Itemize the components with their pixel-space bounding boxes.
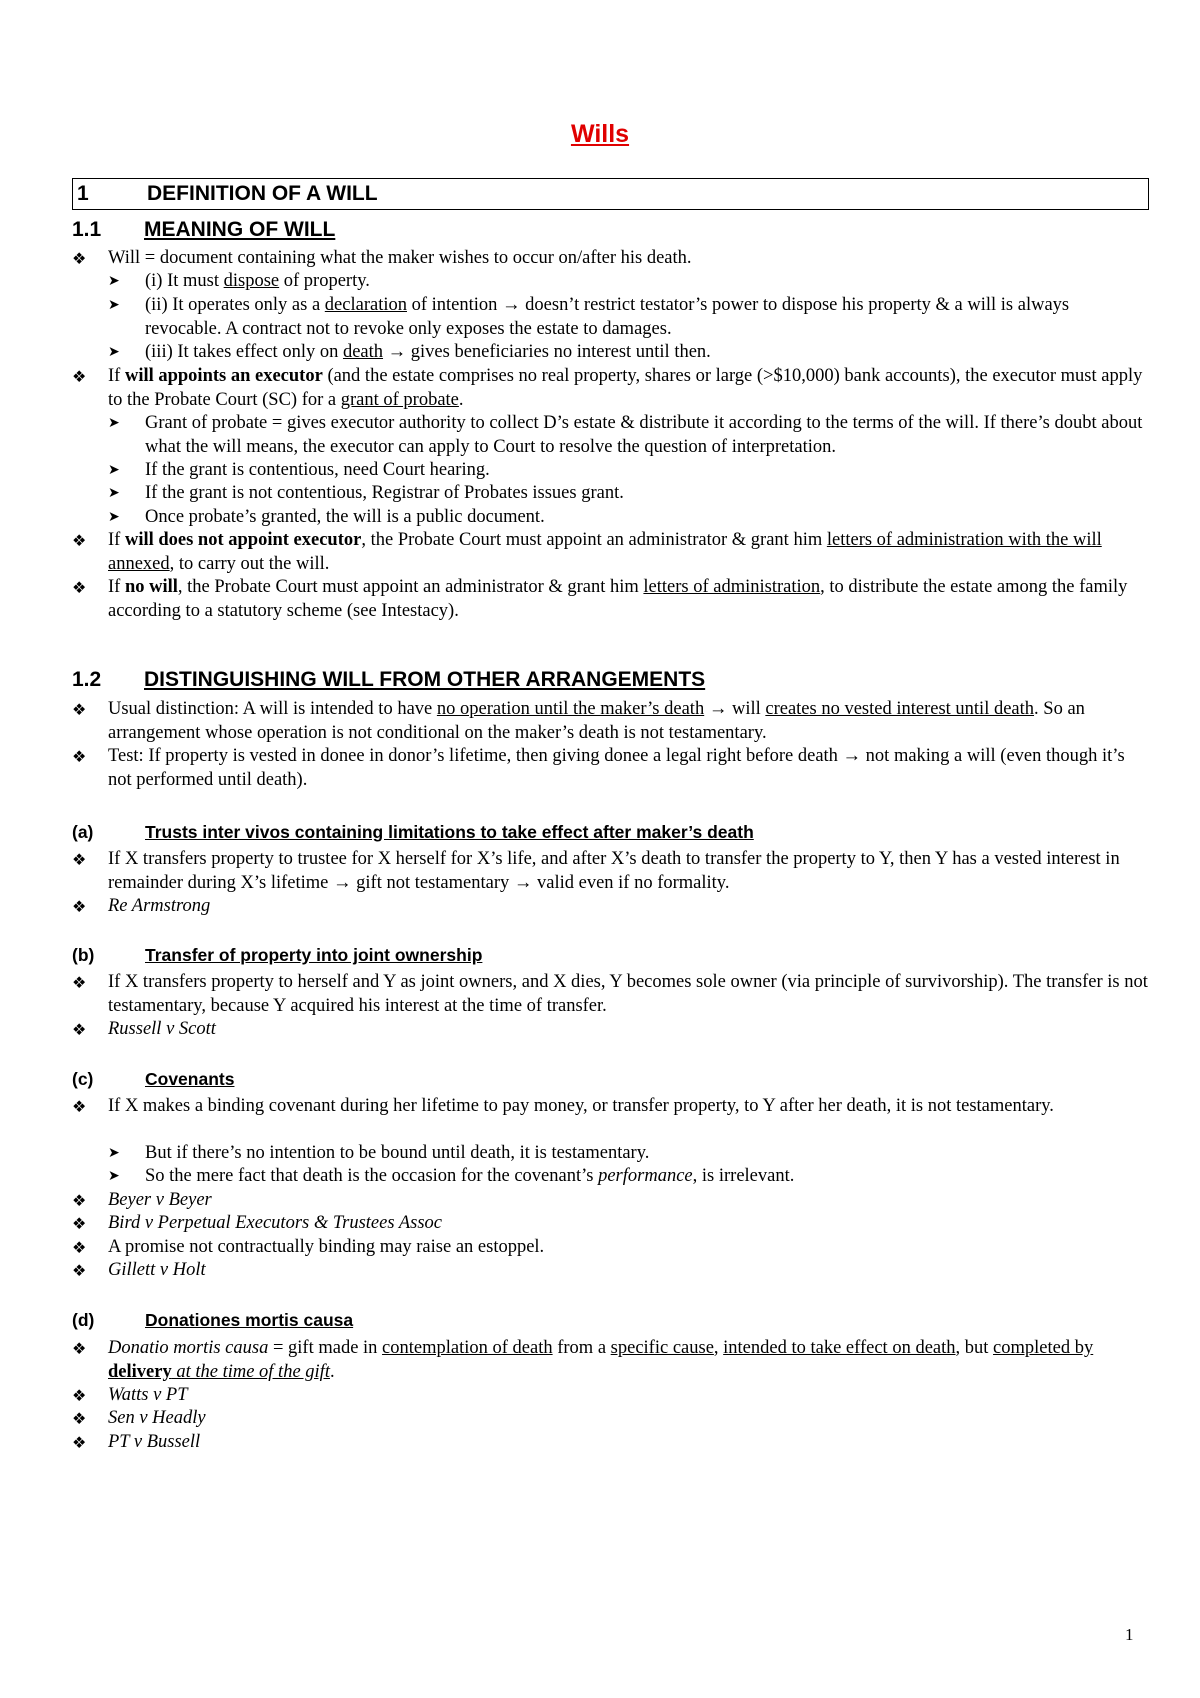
list-item: ❖ Donatio mortis causa = gift made in contemplation of death from a specific cause, intended to take effect on death, but completed by delivery at the time of the gift. (72, 1338, 1094, 1382)
diamond-bullet-icon: ❖ (72, 1433, 87, 1452)
diamond-bullet-icon: ❖ (72, 578, 87, 597)
sub-list-item: ➤ If the grant is not contentious, Registrar of Probates issues grant. (108, 482, 1150, 506)
subsection-1-1-heading: 1.1 MEANING OF WILL (72, 218, 336, 241)
arrow-bullet-icon: ➤ (108, 1145, 120, 1161)
arrow-bullet-icon: ➤ (108, 297, 120, 313)
case-reference: ❖ Beyer v Beyer (72, 1189, 1150, 1213)
case-reference: ❖ Re Armstrong (72, 895, 1150, 919)
diamond-bullet-icon: ❖ (72, 973, 87, 992)
sub-list-item: ➤ If the grant is contentious, need Court hearing. (108, 459, 1150, 483)
diamond-bullet-icon: ❖ (72, 367, 87, 386)
diamond-bullet-icon: ❖ (72, 1020, 87, 1039)
diamond-bullet-icon: ❖ (72, 700, 87, 719)
diamond-bullet-icon: ❖ (72, 1409, 87, 1428)
case-reference: ❖ Russell v Scott (72, 1018, 1150, 1042)
arrow-bullet-icon: ➤ (108, 509, 120, 525)
page-number: 1 (1125, 1625, 1134, 1644)
section-1-heading (72, 178, 1149, 210)
list-item: ❖ If will does not appoint executor, the Probate Court must appoint an administrator & grant him letters of administration with the will annexed, to carry out the will. (72, 530, 1102, 574)
arrow-bullet-icon: ➤ (108, 415, 120, 431)
case-reference: ❖ Sen v Headly (72, 1407, 1150, 1431)
diamond-bullet-icon: ❖ (72, 850, 87, 869)
section-title: DEFINITION OF A WILL (147, 182, 378, 205)
diamond-bullet-icon: ❖ (72, 1339, 87, 1358)
list-item: ❖ A promise not contractually binding may raise an estoppel. (72, 1236, 1150, 1260)
sub-list-item: ➤ So the mere fact that death is the occasion for the covenant’s performance, is irrelevant. (108, 1165, 1150, 1189)
arrow-bullet-icon: ➤ (108, 462, 120, 478)
list-item: ❖ Test: If property is vested in donee in donor’s lifetime, then giving donee a legal right before death → not making a will (even though it’s not performed until death). (72, 746, 1125, 790)
list-item: ❖ If will appoints an executor (and the estate comprises no real property, shares or large (>$10,000) bank accounts), the executor must apply to the Probate Court (SC) for a grant of probate. (72, 366, 1143, 410)
sub-list-item: ➤ But if there’s no intention to be bound until death, it is testamentary. (108, 1142, 1150, 1166)
diamond-bullet-icon: ❖ (72, 747, 87, 766)
case-reference: ❖ Bird v Perpetual Executors & Trustees Assoc (72, 1212, 1150, 1236)
case-reference: ❖ PT v Bussell (72, 1431, 1150, 1455)
list-item: ❖ If X transfers property to herself and Y as joint owners, and X dies, Y becomes sole owner (via principle of survivorship). The transfer is not testamentary, because Y acquired his interest at the time of transfer. (72, 972, 1148, 1016)
diamond-bullet-icon: ❖ (72, 1214, 87, 1233)
section-number: 1 (77, 182, 89, 205)
diamond-bullet-icon: ❖ (72, 897, 87, 916)
list-item: ❖ If X transfers property to trustee for X herself for X’s life, and after X’s death to transfer the property to Y, then Y has a vested interest in remainder during X’s lifetime → gift not testamentary → valid even if no formality. (72, 849, 1120, 893)
subheading-b: (b) Transfer of property into joint ownership (72, 945, 483, 965)
arrow-bullet-icon: ➤ (108, 1168, 120, 1184)
sub-list-item: ➤ (ii) It operates only as a declaration of intention → doesn’t restrict testator’s power to dispose his property & a will is always revocable. A contract not to revoke only exposes the estate to damages. (108, 295, 1070, 339)
arrow-bullet-icon: ➤ (108, 485, 120, 501)
sub-list-item: ➤ Once probate’s granted, the will is a public document. (108, 506, 1150, 530)
case-reference: ❖ Gillett v Holt (72, 1259, 1150, 1283)
subheading-a: (a) Trusts inter vivos containing limitations to take effect after maker’s death (72, 822, 754, 842)
case-reference: ❖ Watts v PT (72, 1384, 1150, 1408)
subheading-d: (d) Donationes mortis causa (72, 1310, 354, 1330)
document-title: Wills (570, 120, 630, 148)
arrow-bullet-icon: ➤ (108, 273, 120, 289)
list-item: ❖ If X makes a binding covenant during her lifetime to pay money, or transfer property, to Y after her death, it is not testamentary. (72, 1095, 1150, 1119)
diamond-bullet-icon: ❖ (72, 1097, 87, 1116)
sub-list-item: ➤ Grant of probate = gives executor authority to collect D’s estate & distribute it according to the terms of the will. If there’s doubt about what the will means, the executor can apply to Court to resolve the question of interpretation. (108, 413, 1143, 457)
diamond-bullet-icon: ❖ (72, 531, 87, 550)
diamond-bullet-icon: ❖ (72, 249, 87, 268)
sub-list-item: ➤ (iii) It takes effect only on death → gives beneficiaries no interest until then. (108, 341, 1150, 365)
subsection-1-2-heading: 1.2 DISTINGUISHING WILL FROM OTHER ARRANGEMENTS (72, 668, 706, 691)
sub-list-item: ➤ (i) It must dispose of property. (108, 270, 1150, 294)
diamond-bullet-icon: ❖ (72, 1386, 87, 1405)
diamond-bullet-icon: ❖ (72, 1191, 87, 1210)
list-item: ❖ Usual distinction: A will is intended to have no operation until the maker’s death → will creates no vested interest until death. So an arrangement whose operation is not conditional on the maker’s death is not testamentary. (72, 699, 1085, 743)
diamond-bullet-icon: ❖ (72, 1238, 87, 1257)
diamond-bullet-icon: ❖ (72, 1261, 87, 1280)
subheading-c: (c) Covenants (72, 1069, 235, 1089)
list-item: ❖ If no will, the Probate Court must appoint an administrator & grant him letters of administration, to distribute the estate among the family according to a statutory scheme (see Intestacy). (72, 577, 1128, 621)
list-item: ❖ Will = document containing what the maker wishes to occur on/after his death. (72, 247, 1150, 271)
arrow-bullet-icon: ➤ (108, 344, 120, 360)
